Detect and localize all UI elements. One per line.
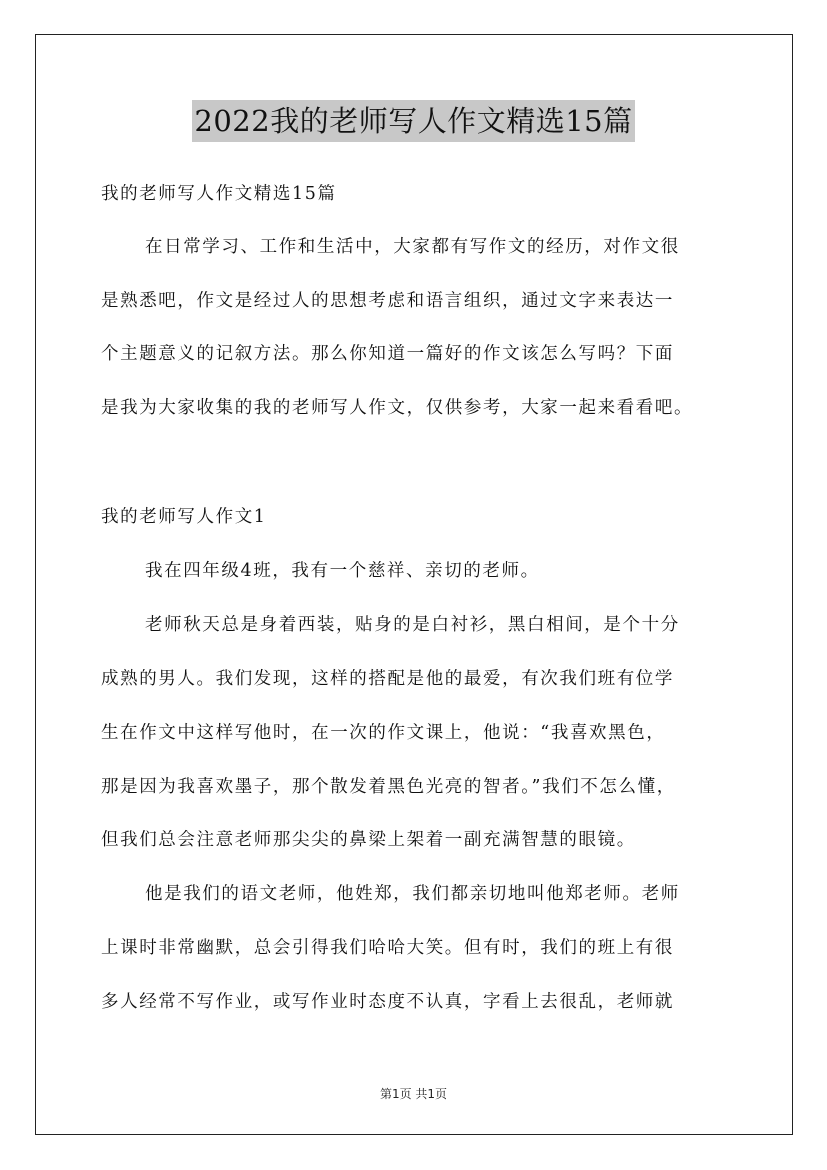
paragraph-line: 上课时非常幽默，总会引得我们哈哈大笑。但有时，我们的班上有很 xyxy=(101,938,674,958)
subtitle-line: 我的老师写人作文精选15篇 xyxy=(101,184,337,204)
section-heading: 我的老师写人作文1 xyxy=(101,507,267,527)
document-title: 2022我的老师写人作文精选15篇 xyxy=(192,100,634,142)
paragraph-line: 老师秋天总是身着西装，贴身的是白衬衫，黑白相间，是个十分 xyxy=(145,615,680,635)
paragraph-line: 多人经常不写作业，或写作业时态度不认真，字看上去很乱，老师就 xyxy=(101,992,674,1012)
paragraph-line: 是我为大家收集的我的老师写人作文，仅供参考，大家一起来看看吧。 xyxy=(101,398,694,418)
paragraph-line: 个主题意义的记叙方法。那么你知道一篇好的作文该怎么写吗？下面 xyxy=(101,344,674,364)
paragraph-line: 我在四年级4班，我有一个慈祥、亲切的老师。 xyxy=(145,561,540,581)
title-wrap xyxy=(0,100,827,142)
paragraph-line: 那是因为我喜欢墨子，那个散发着黑色光亮的智者。”我们不怎么懂， xyxy=(101,777,676,797)
page-footer: 第1页 共1页 xyxy=(379,1087,448,1101)
paragraph-line: 生在作文中这样写他时，在一次的作文课上，他说：“我喜欢黑色， xyxy=(101,723,666,743)
paragraph-line: 在日常学习、工作和生活中，大家都有写作文的经历，对作文很 xyxy=(145,237,680,257)
paragraph-line: 他是我们的语文老师，他姓郑，我们都亲切地叫他郑老师。老师 xyxy=(145,884,680,904)
paragraph-line: 是熟悉吧，作文是经过人的思想考虑和语言组织，通过文字来表达一 xyxy=(101,291,674,311)
paragraph-line: 但我们总会注意老师那尖尖的鼻梁上架着一副充满智慧的眼镜。 xyxy=(101,830,636,850)
paragraph-line: 成熟的男人。我们发现，这样的搭配是他的最爱，有次我们班有位学 xyxy=(101,669,674,689)
